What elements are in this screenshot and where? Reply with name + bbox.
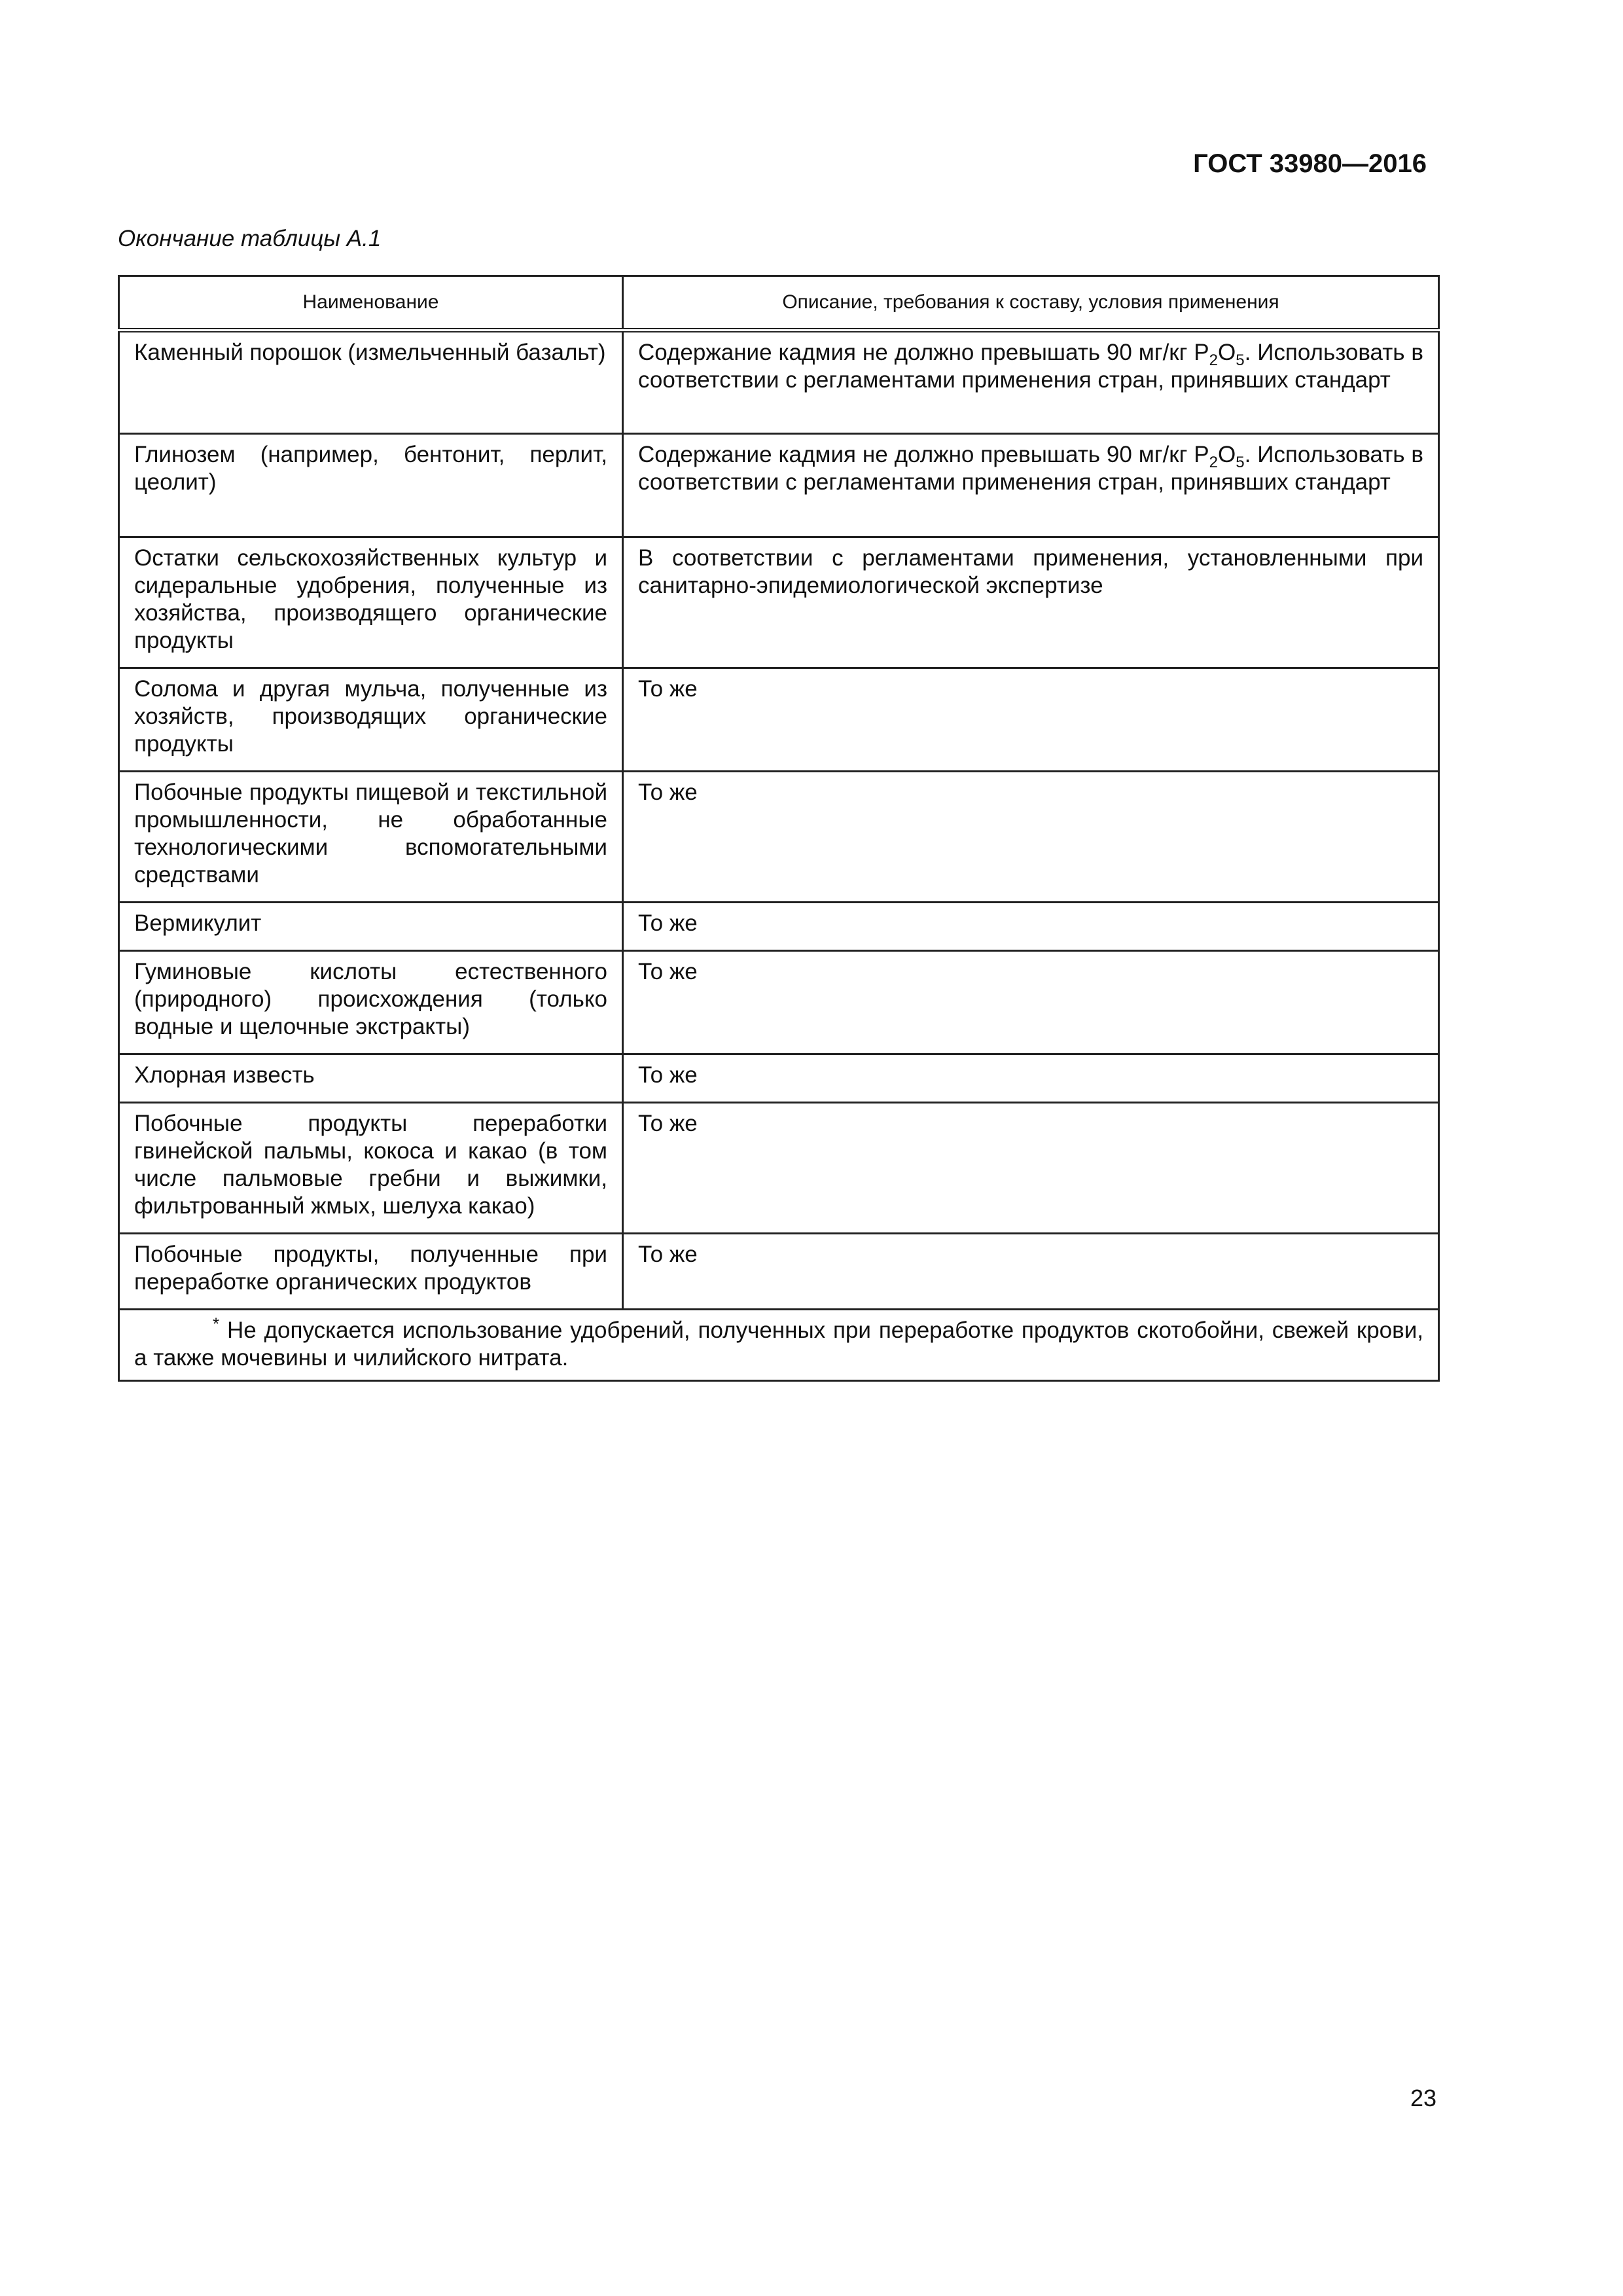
- table-row: [119, 668, 1439, 772]
- table-row: [119, 903, 1439, 951]
- row-name-cell: Глинозем (например, бентонит, перлит, цеолит): [119, 434, 623, 537]
- footnote-row: [119, 1310, 1439, 1381]
- row-name-cell: Солома и другая мульча, полученные из хозяйств, производящих органические продукты: [119, 668, 623, 772]
- table-row: [119, 772, 1439, 903]
- description-text: Содержание кадмия не должно превышать 90 мг/кг P: [638, 340, 1209, 365]
- row-name-cell: Побочные продукты пищевой и текстильной промышленности, не обработанные технологическими вспомогательными средствами: [119, 772, 623, 903]
- description-text: . Использовать в соответствии с регламентами применения стран, принявших стандарт: [638, 340, 1423, 393]
- table-row: [119, 1103, 1439, 1234]
- row-name-cell: Гуминовые кислоты естественного (природного) происхождения (только водные и щелочные экстракты): [119, 951, 623, 1054]
- subscript: 5: [1236, 454, 1245, 471]
- table-row: [119, 1234, 1439, 1310]
- column-header-name: Наименование: [119, 276, 623, 331]
- description-text: O: [1218, 340, 1236, 365]
- table-row: [119, 537, 1439, 668]
- page-number: 23: [1410, 2085, 1436, 2111]
- document-code: ГОСТ 33980—2016: [1193, 149, 1427, 178]
- description-text: O: [1218, 442, 1236, 467]
- table-header-row: [119, 276, 1439, 331]
- row-description-cell: [623, 331, 1439, 434]
- row-name-cell: Каменный порошок (измельченный базальт): [119, 331, 623, 434]
- row-name-cell: Остатки сельскохозяйственных культур и сидеральные удобрения, полученные из хозяйства, производящего органические продукты: [119, 537, 623, 668]
- subscript: 2: [1209, 351, 1218, 369]
- requirements-table: [118, 275, 1440, 1382]
- table-row: [119, 951, 1439, 1054]
- footnote-mark: *: [213, 1314, 220, 1334]
- description-text: Содержание кадмия не должно превышать 90 мг/кг P: [638, 442, 1209, 467]
- row-name-cell: Побочные продукты, полученные при переработке органических продуктов: [119, 1234, 623, 1310]
- row-description-cell: То же: [623, 903, 1439, 951]
- description-text: . Использовать в соответствии с регламентами применения стран, принявших стандарт: [638, 442, 1423, 495]
- row-description-cell: То же: [623, 772, 1439, 903]
- table-row: [119, 331, 1439, 434]
- subscript: 5: [1236, 351, 1245, 369]
- row-description-cell: То же: [623, 1103, 1439, 1234]
- column-header-description: Описание, требования к составу, условия применения: [623, 276, 1439, 331]
- row-name-cell: Побочные продукты переработки гвинейской пальмы, кокоса и какао (в том числе пальмовые гребни и выжимки, фильтрованный жмых, шелуха какао): [119, 1103, 623, 1234]
- row-description-cell: То же: [623, 1234, 1439, 1310]
- subscript: 2: [1209, 454, 1218, 471]
- row-description-cell: То же: [623, 1054, 1439, 1103]
- row-name-cell: Хлорная известь: [119, 1054, 623, 1103]
- footnote-cell: [119, 1310, 1439, 1381]
- footnote-text: Не допускается использование удобрений, полученных при переработке продуктов скотобойни, свежей крови, а также мочевины и чилийского нитрата.: [134, 1318, 1423, 1371]
- row-description-cell: В соответствии с регламентами применения, установленными при санитарно-эпидемиологической экспертизе: [623, 537, 1439, 668]
- row-description-cell: То же: [623, 951, 1439, 1054]
- table-row: [119, 1054, 1439, 1103]
- row-name-cell: Вермикулит: [119, 903, 623, 951]
- table-caption: Окончание таблицы А.1: [118, 226, 382, 251]
- row-description-cell: [623, 434, 1439, 537]
- table-row: [119, 434, 1439, 537]
- row-description-cell: То же: [623, 668, 1439, 772]
